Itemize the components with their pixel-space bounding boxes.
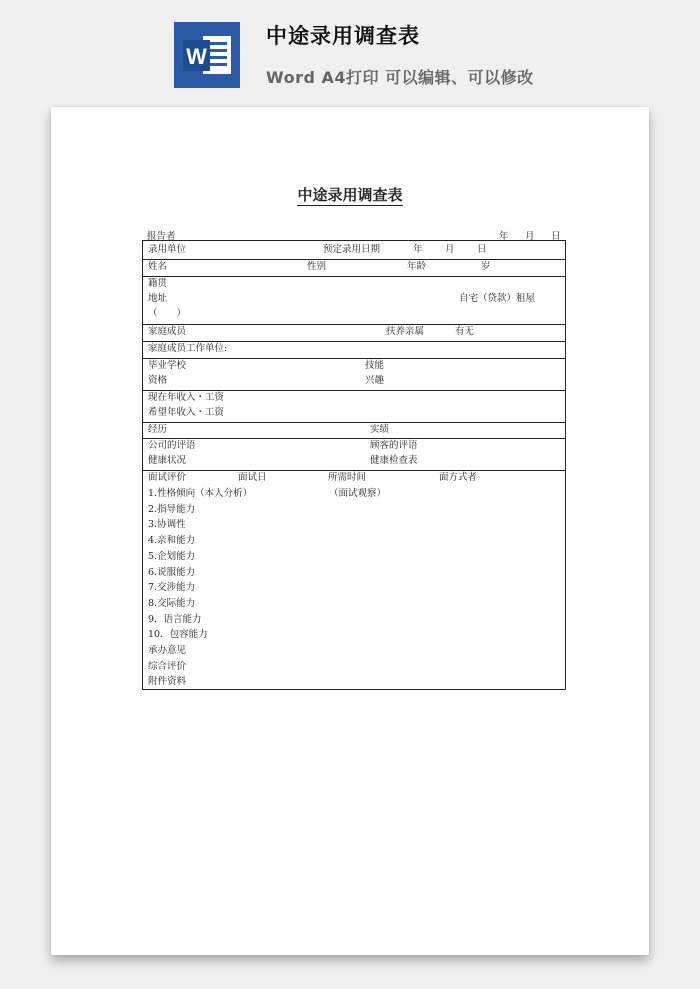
date-day: 日	[551, 231, 561, 242]
eval-item: 附件资料	[148, 676, 187, 688]
interview-eval-label: 面试评价	[148, 472, 187, 483]
current-income-label: 现在年收入・工资	[148, 392, 225, 403]
header-subtitle: Word A4打印 可以编辑、可以修改	[266, 68, 534, 87]
school-label: 毕业学校	[148, 360, 187, 371]
company-comment-label: 公司的评语	[148, 440, 196, 451]
form-row-hire-unit	[143, 241, 565, 260]
planned-hire-date-label: 预定录用日期	[323, 244, 381, 255]
interview-date-label: 面试日	[238, 472, 267, 483]
qualification-label: 资格	[148, 375, 168, 386]
form-row-family-work	[143, 341, 565, 359]
eval-item: 综合评价	[148, 660, 187, 672]
family-members-label: 家庭成员	[148, 326, 187, 337]
dependents-label: 扶养亲属	[386, 326, 425, 337]
eval-item: 3.协调性	[148, 519, 186, 531]
eval-item: 2.指导能力	[148, 503, 196, 515]
housing-label: 自宅（贷款）租屋	[459, 293, 536, 304]
header-title: 中途录用调查表	[266, 24, 420, 48]
customer-comment-label: 顾客的评语	[370, 440, 418, 451]
form-row-family	[143, 324, 565, 342]
time-needed-label: 所需时间	[328, 472, 367, 483]
native-place-label: 籍贯	[148, 278, 168, 289]
eval-item: 7.交涉能力	[148, 582, 196, 594]
word-icon	[174, 22, 240, 88]
eval-item: 1.性格倾向（本人分析）	[148, 488, 253, 499]
eval-item: 8.交际能力	[148, 597, 196, 609]
form-row-address	[143, 276, 565, 325]
health-exam-label: 健康检查表	[370, 455, 418, 466]
yes-no-label: 有无	[455, 326, 475, 337]
interviewer-label: 面方式者	[439, 472, 478, 483]
hire-day-label: 日	[477, 244, 487, 255]
achievement-label: 实绩	[370, 424, 390, 435]
eval-item: 4.亲和能力	[148, 535, 196, 547]
address-paren: （ ）	[148, 308, 187, 319]
skill-label: 技能	[365, 360, 385, 371]
form-row-interview	[143, 470, 565, 689]
name-label: 姓名	[148, 261, 168, 272]
hire-unit-label: 录用单位	[148, 244, 187, 255]
gender-label: 性别	[307, 261, 327, 272]
expected-income-label: 希望年收入・工资	[148, 407, 225, 418]
eval-item: 10．包容能力	[148, 629, 208, 641]
health-status-label: 健康状况	[148, 455, 187, 466]
hire-year-label: 年	[413, 244, 423, 255]
eval-item: 9．语言能力	[148, 613, 202, 625]
form-row-evaluation	[143, 438, 565, 471]
age-label: 年龄	[407, 261, 427, 272]
form-row-education	[143, 358, 565, 391]
form-row-experience	[143, 422, 565, 439]
eval-item: 承办意见	[148, 645, 187, 656]
form-row-name	[143, 259, 565, 277]
date-month: 月	[525, 231, 535, 242]
age-unit-label: 岁	[481, 261, 491, 272]
document-page	[51, 107, 649, 955]
experience-label: 经历	[148, 424, 168, 435]
interest-label: 兴趣	[365, 375, 385, 386]
interview-observation-label: （面试观察）	[329, 488, 387, 499]
eval-item: 6.说服能力	[148, 566, 196, 578]
eval-item: 5.企划能力	[148, 550, 196, 562]
document-title: 中途录用调查表	[297, 186, 403, 204]
date-year: 年	[499, 231, 509, 242]
reporter-line	[143, 228, 561, 242]
form-row-income	[143, 390, 565, 423]
family-work-label: 家庭成员工作单位:	[148, 343, 228, 354]
survey-form	[142, 240, 566, 690]
hire-month-label: 月	[445, 244, 455, 255]
address-label: 地址	[148, 293, 168, 304]
reporter-label: 报告者	[147, 231, 176, 242]
word-icon-letter: W	[186, 44, 207, 69]
